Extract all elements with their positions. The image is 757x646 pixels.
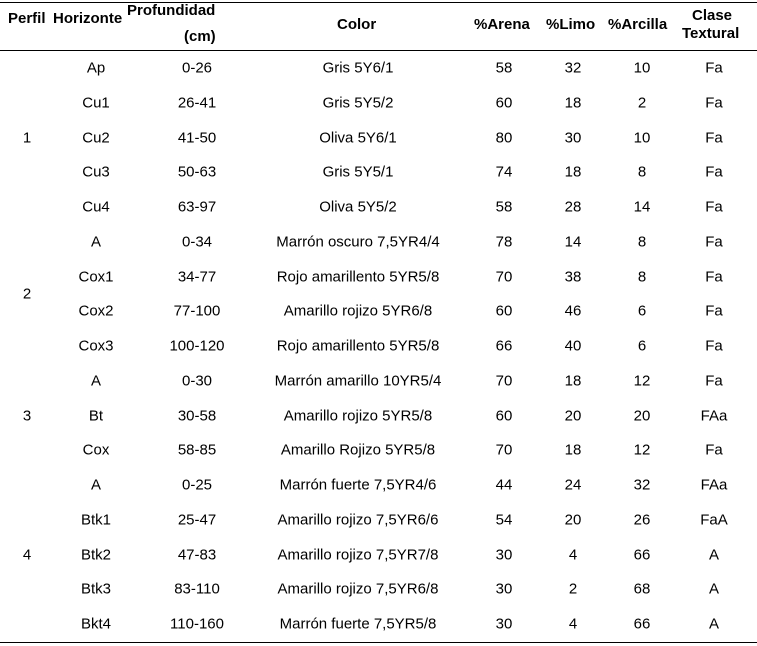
cell-limo: 40 (564, 337, 582, 355)
cell-profundidad: 77-100 (173, 302, 221, 320)
cell-perfil: 1 (22, 129, 32, 146)
cell-horizonte: Btk1 (80, 511, 112, 529)
cell-limo: 24 (564, 476, 582, 494)
cell-horizonte: Cu1 (82, 94, 110, 112)
cell-arcilla: 66 (633, 546, 651, 563)
cell-profundidad: 58-85 (177, 441, 217, 459)
cell-clase-textural: Fa (705, 198, 723, 216)
cell-arcilla: 2 (637, 94, 647, 112)
cell-limo: 2 (568, 580, 578, 598)
cell-arena: 74 (495, 163, 513, 181)
cell-arena: 30 (495, 615, 513, 633)
cell-color: Marrón fuerte 7,5YR5/8 (279, 615, 437, 633)
cell-limo: 20 (564, 511, 582, 529)
cell-profundidad: 26-41 (177, 94, 217, 112)
cell-clase-textural: A (708, 546, 720, 563)
cell-arcilla: 66 (633, 615, 651, 633)
cell-color: Amarillo rojizo 7,5YR7/8 (277, 546, 439, 563)
cell-arena: 60 (495, 407, 513, 424)
cell-profundidad: 0-26 (181, 59, 213, 77)
cell-arena: 80 (495, 129, 513, 146)
cell-color: Oliva 5Y5/2 (319, 198, 397, 216)
cell-arcilla: 12 (633, 441, 651, 459)
cell-color: Marrón amarillo 10YR5/4 (274, 372, 442, 390)
cell-color: Amarillo rojizo 5YR6/8 (283, 302, 433, 320)
cell-profundidad: 47-83 (177, 546, 217, 563)
cell-profundidad: 63-97 (177, 198, 217, 216)
header-perfil: Perfil (8, 10, 46, 27)
cell-limo: 18 (564, 372, 582, 390)
cell-horizonte: Cox3 (78, 337, 114, 355)
cell-profundidad: 0-25 (181, 476, 213, 494)
cell-clase-textural: FaA (700, 511, 728, 529)
header-rule (0, 50, 757, 51)
cell-limo: 18 (564, 441, 582, 459)
cell-horizonte: Cox1 (78, 268, 114, 285)
cell-color: Amarillo Rojizo 5YR5/8 (280, 441, 436, 459)
cell-profundidad: 34-77 (177, 268, 217, 285)
cell-profundidad: 25-47 (177, 511, 217, 529)
cell-arena: 70 (495, 441, 513, 459)
cell-clase-textural: Fa (705, 372, 723, 390)
cell-arena: 58 (495, 198, 513, 216)
cell-color: Amarillo rojizo 7,5YR6/8 (277, 580, 439, 598)
cell-clase-textural: Fa (705, 94, 723, 112)
cell-horizonte: A (90, 372, 102, 390)
cell-color: Gris 5Y5/1 (322, 163, 394, 181)
cell-horizonte: Cu2 (82, 129, 110, 146)
header-color: Color (337, 16, 377, 33)
cell-arcilla: 12 (633, 372, 651, 390)
cell-profundidad: 30-58 (177, 407, 217, 424)
header-clase: Clase (692, 7, 733, 24)
cell-arcilla: 8 (637, 268, 647, 285)
cell-clase-textural: Fa (705, 163, 723, 181)
cell-color: Amarillo rojizo 5YR5/8 (283, 407, 433, 424)
cell-profundidad: 100-120 (169, 337, 225, 355)
cell-horizonte: Cox (82, 441, 110, 459)
cell-arena: 44 (495, 476, 513, 494)
cell-horizonte: Cu3 (82, 163, 110, 181)
cell-arena: 70 (495, 268, 513, 285)
header-textural: Textural (682, 25, 740, 42)
cell-color: Gris 5Y6/1 (322, 59, 394, 77)
cell-limo: 18 (564, 163, 582, 181)
cell-horizonte: Bt (88, 407, 104, 424)
cell-profundidad: 110-160 (170, 615, 224, 633)
cell-horizonte: Cu4 (82, 198, 110, 216)
cell-limo: 30 (564, 129, 582, 146)
cell-profundidad: 0-34 (181, 233, 213, 251)
table-bottom-rule (0, 642, 757, 643)
cell-limo: 20 (564, 407, 582, 424)
cell-clase-textural: Fa (705, 129, 723, 146)
cell-arcilla: 14 (633, 198, 651, 216)
cell-arena: 66 (495, 337, 513, 355)
cell-clase-textural: Fa (705, 268, 723, 285)
cell-arena: 60 (495, 94, 513, 112)
cell-horizonte: Btk3 (80, 580, 112, 598)
cell-arena: 70 (495, 372, 513, 390)
cell-horizonte: A (90, 233, 102, 251)
header-horizonte: Horizonte (53, 10, 123, 27)
cell-limo: 38 (564, 268, 582, 285)
cell-arcilla: 8 (637, 233, 647, 251)
cell-arena: 58 (495, 59, 513, 77)
cell-arcilla: 6 (637, 337, 647, 355)
cell-arcilla: 6 (637, 302, 647, 320)
cell-clase-textural: Fa (705, 302, 723, 320)
header-profundidad: Profundidad (127, 2, 216, 19)
cell-clase-textural: Fa (705, 59, 723, 77)
cell-limo: 46 (564, 302, 582, 320)
cell-color: Marrón oscuro 7,5YR4/4 (276, 233, 440, 251)
cell-profundidad: 50-63 (177, 163, 217, 181)
cell-profundidad: 41-50 (177, 129, 217, 146)
cell-arena: 30 (495, 580, 513, 598)
cell-color: Gris 5Y5/2 (322, 94, 394, 112)
cell-horizonte: Bkt4 (80, 615, 112, 633)
cell-arcilla: 10 (633, 59, 651, 77)
cell-perfil: 3 (22, 407, 32, 424)
cell-arcilla: 10 (633, 129, 651, 146)
cell-limo: 18 (564, 94, 582, 112)
cell-color: Oliva 5Y6/1 (319, 129, 397, 146)
cell-horizonte: Cox2 (78, 302, 114, 320)
cell-arcilla: 8 (637, 163, 647, 181)
cell-limo: 28 (564, 198, 582, 216)
cell-limo: 4 (568, 615, 578, 633)
cell-limo: 14 (564, 233, 582, 251)
cell-arena: 78 (495, 233, 513, 251)
cell-arcilla: 68 (633, 580, 651, 598)
cell-clase-textural: Fa (705, 441, 723, 459)
cell-limo: 32 (564, 59, 582, 77)
cell-clase-textural: Fa (705, 233, 723, 251)
cell-clase-textural: FAa (700, 476, 728, 494)
cell-profundidad: 0-30 (181, 372, 213, 390)
cell-clase-textural: FAa (700, 407, 728, 424)
cell-horizonte: A (90, 476, 102, 494)
cell-perfil: 2 (22, 285, 32, 303)
header-arcilla: %Arcilla (608, 16, 668, 33)
cell-color: Rojo amarillento 5YR5/8 (276, 268, 440, 285)
table-top-rule (0, 2, 757, 3)
cell-clase-textural: A (708, 615, 720, 633)
cell-arcilla: 26 (633, 511, 651, 529)
cell-color: Marrón fuerte 7,5YR4/6 (279, 476, 437, 494)
cell-clase-textural: A (708, 580, 720, 598)
cell-arena: 30 (495, 546, 513, 563)
cell-perfil: 4 (22, 546, 32, 563)
cell-color: Amarillo rojizo 7,5YR6/6 (277, 511, 439, 529)
cell-profundidad: 83-110 (174, 580, 220, 598)
cell-arcilla: 20 (633, 407, 651, 424)
cell-clase-textural: Fa (705, 337, 723, 355)
cell-arena: 54 (495, 511, 513, 529)
cell-arcilla: 32 (633, 476, 651, 494)
header-profundidad-unit: (cm) (184, 28, 216, 45)
cell-horizonte: Ap (86, 59, 106, 77)
header-limo: %Limo (546, 16, 596, 33)
header-arena: %Arena (474, 16, 530, 33)
cell-horizonte: Btk2 (80, 546, 112, 563)
cell-color: Rojo amarillento 5YR5/8 (276, 337, 440, 355)
cell-limo: 4 (568, 546, 578, 563)
cell-arena: 60 (495, 302, 513, 320)
